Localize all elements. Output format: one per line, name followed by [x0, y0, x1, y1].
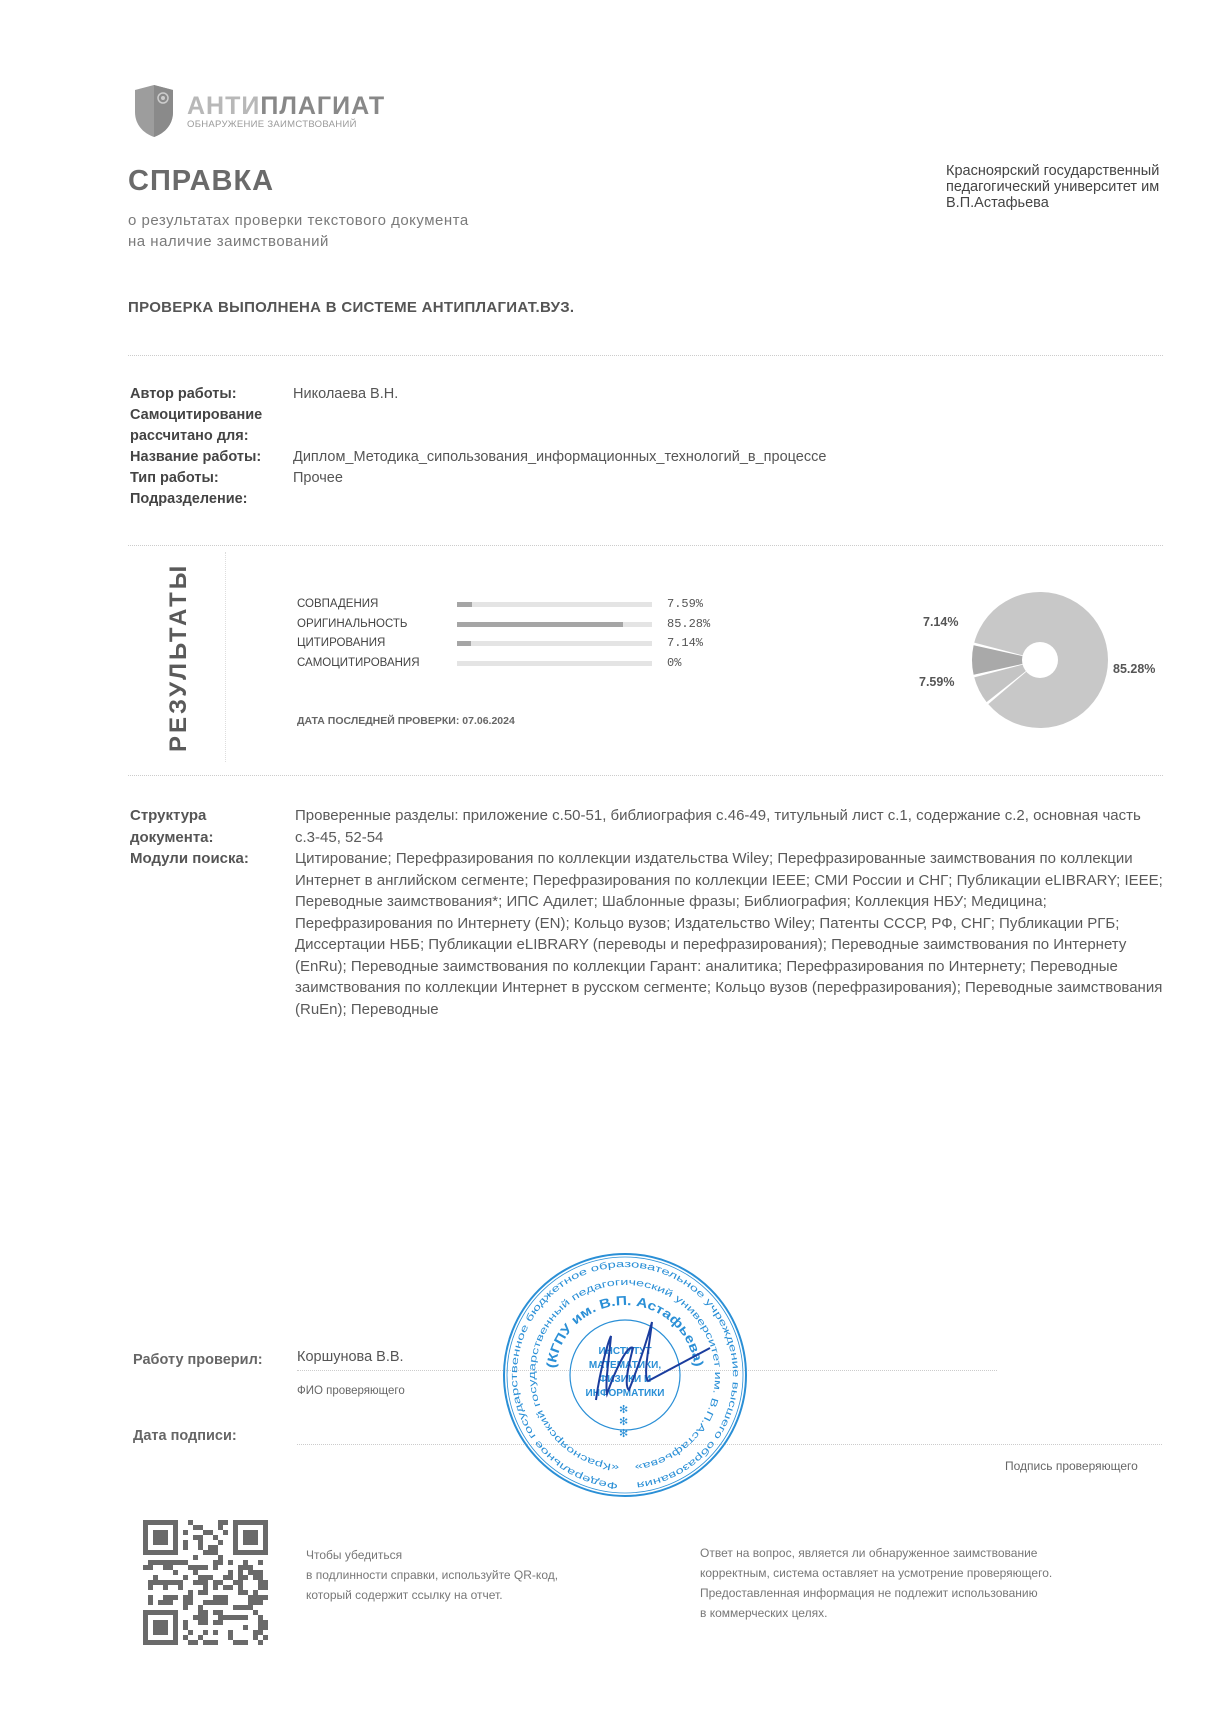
qr-module: [213, 1550, 218, 1555]
metric-value: 7.59%: [667, 597, 704, 611]
modules-row: [130, 848, 1165, 1020]
qr-module: [163, 1585, 168, 1590]
structure-label: [130, 805, 295, 848]
qr-module: [178, 1585, 183, 1590]
qr-module: [253, 1570, 258, 1575]
qr-module: [163, 1580, 168, 1585]
qr-module: [218, 1520, 223, 1525]
qr-module: [173, 1560, 178, 1565]
author-label: Автор работы:: [130, 386, 237, 402]
qr-module: [208, 1600, 213, 1605]
structure-label-line: Структура: [130, 807, 207, 824]
qr-module: [243, 1560, 248, 1565]
qr-module: [178, 1560, 183, 1565]
qr-module: [213, 1620, 218, 1625]
qr-module: [193, 1535, 198, 1540]
qr-module: [198, 1615, 203, 1620]
qr-module: [228, 1575, 233, 1580]
disclaimer-line: корректным, система оставляет на усмотрение проверяющего.: [700, 1566, 1053, 1580]
subtitle-line: на наличие заимствований: [128, 233, 329, 250]
qr-module: [213, 1595, 218, 1600]
qr-module: [228, 1585, 233, 1590]
qr-module: [223, 1520, 228, 1525]
metric-row: [297, 654, 710, 674]
metric-value: 0%: [667, 655, 682, 670]
qr-module: [218, 1610, 223, 1615]
university-stamp: [500, 1250, 750, 1500]
qr-module: [238, 1575, 243, 1580]
qr-module: [158, 1600, 163, 1605]
qr-module: [243, 1530, 258, 1545]
qr-module: [198, 1620, 203, 1625]
qr-module: [243, 1615, 248, 1620]
qr-module: [258, 1575, 263, 1580]
qr-module: [248, 1595, 253, 1600]
qr-module: [213, 1535, 218, 1540]
metric-name: САМОЦИТИРОВАНИЯ: [297, 656, 420, 669]
qr-module: [198, 1580, 203, 1585]
qr-module: [223, 1595, 228, 1600]
structure-row: [130, 805, 1165, 848]
qr-module: [233, 1615, 238, 1620]
qr-module: [198, 1545, 203, 1550]
qr-module: [148, 1585, 153, 1590]
qr-module: [193, 1615, 198, 1620]
qr-module: [218, 1555, 223, 1560]
metric-name: ОРИГИНАЛЬНОСТЬ: [297, 617, 408, 630]
results-divider: [225, 552, 226, 762]
qr-module: [183, 1560, 188, 1565]
work-info: [130, 384, 826, 510]
org-line: В.П.Астафьева: [946, 195, 1049, 211]
qr-module: [203, 1590, 208, 1595]
qr-note: [306, 1545, 558, 1605]
qr-module: [228, 1560, 233, 1565]
qr-module: [183, 1575, 188, 1580]
checked-by-label: Работу проверил:: [133, 1352, 263, 1368]
qr-module: [263, 1620, 268, 1625]
qr-module: [213, 1545, 218, 1550]
qr-module: [223, 1575, 228, 1580]
qr-module: [148, 1560, 153, 1565]
divider: [128, 545, 1163, 546]
page-subtitle: [128, 210, 469, 252]
qr-module: [258, 1625, 263, 1630]
qr-module: [243, 1625, 248, 1630]
author-value: Николаева В.Н.: [293, 386, 399, 402]
metric-value: 7.14%: [667, 636, 704, 650]
qr-module: [253, 1610, 258, 1615]
dept-label: Подразделение:: [130, 491, 248, 507]
qr-module: [213, 1610, 218, 1615]
metric-bar-fill: [457, 641, 471, 646]
signature-date-label: Дата подписи:: [133, 1428, 237, 1444]
org-line: педагогический университет им: [946, 179, 1160, 195]
qr-module: [203, 1640, 208, 1645]
results-section-label: РЕЗУЛЬТАТЫ: [165, 562, 192, 752]
qr-module: [238, 1585, 243, 1590]
qr-module: [263, 1625, 268, 1630]
qr-module: [173, 1580, 178, 1585]
qr-module: [248, 1565, 253, 1570]
qr-module: [223, 1615, 228, 1620]
info-row-type: [130, 468, 826, 489]
qr-module: [238, 1640, 243, 1645]
qr-module: [258, 1630, 263, 1635]
qr-module: [163, 1595, 168, 1600]
qr-module: [153, 1575, 158, 1580]
qr-module: [248, 1570, 253, 1575]
logo-brand-dark: ПЛАГИАТ: [260, 91, 386, 120]
qr-note-line: Чтобы убедиться: [306, 1548, 403, 1562]
modules-label: Модули поиска:: [130, 850, 249, 867]
qr-module: [163, 1565, 168, 1570]
antiplagiat-logo: [133, 84, 385, 138]
qr-module: [213, 1560, 218, 1565]
qr-module: [183, 1625, 188, 1630]
qr-module: [153, 1580, 158, 1585]
qr-module: [253, 1575, 258, 1580]
qr-module: [153, 1530, 168, 1545]
qr-module: [203, 1630, 208, 1635]
qr-module: [228, 1570, 233, 1575]
qr-module: [193, 1555, 198, 1560]
qr-module: [198, 1610, 203, 1615]
qr-module: [193, 1565, 198, 1570]
qr-module: [258, 1600, 263, 1605]
qr-module: [208, 1545, 213, 1550]
qr-module: [238, 1580, 243, 1585]
system-statement: ПРОВЕРКА ВЫПОЛНЕНА В СИСТЕМЕ АНТИПЛАГИАТ.ВУЗ.: [128, 299, 575, 316]
metric-row: [297, 615, 710, 635]
stamp-center-line: ИНСТИТУТ: [598, 1346, 652, 1357]
qr-module: [203, 1550, 208, 1555]
structure-value: Проверенные разделы: приложение с.50-51, библиография с.46-49, титульный лист с.1, содержание с.2, основная часть с.3-45, 52-54: [295, 807, 1141, 846]
qr-module: [203, 1585, 208, 1590]
qr-module: [218, 1595, 223, 1600]
qr-module: [238, 1605, 243, 1610]
qr-module: [208, 1530, 213, 1535]
qr-module: [188, 1590, 193, 1595]
qr-module: [258, 1570, 263, 1575]
info-row-title: [130, 447, 826, 468]
qr-module: [223, 1530, 228, 1535]
qr-module: [183, 1545, 188, 1550]
checker-name: Коршунова В.В.: [297, 1349, 404, 1365]
qr-module: [258, 1595, 263, 1600]
qr-module: [148, 1600, 153, 1605]
qr-module: [253, 1595, 258, 1600]
qr-module: [258, 1640, 263, 1645]
qr-module: [198, 1525, 203, 1530]
qr-module: [218, 1525, 223, 1530]
qr-module: [153, 1560, 158, 1565]
modules-value: Цитирование; Перефразирования по коллекции издательства Wiley; Перефразированные заимствования по коллекции Интернет в английском сегменте; Перефразирования по коллекции IEEE; СМИ России и СНГ; Публикации eLIBRARY; IEEE; Переводные заимствования*; ИПС Адилет; Шаблонные фразы; Библиография; Коллекция НБУ; Медицина; Перефразирования по Интернету (EN); Кольцо вузов; Издательство Wiley; Патенты СССР, РФ, СНГ; Публикации РГБ; Диссертации НББ; Публикации eLIBRARY (переводы и перефразирования); Переводные заимствования по Интернету (EnRu); Переводные заимствования по коллекции Гарант: аналитика; Перефразирования по Интернету; Переводные заимствования по коллекции Интернет в русском сегменте; Кольцо вузов (перефразирования); Переводные заимствования (RuEn); Переводные: [295, 850, 1163, 1018]
divider: [128, 355, 1163, 356]
qr-module: [263, 1580, 268, 1585]
qr-module: [153, 1620, 168, 1635]
document-structure: [130, 805, 1165, 1020]
qr-module: [188, 1630, 193, 1635]
qr-module: [238, 1565, 243, 1570]
divider: [128, 775, 1163, 776]
self-cite-label: Самоцитирование: [130, 407, 263, 423]
qr-module: [193, 1640, 198, 1645]
metric-bar: [457, 641, 652, 646]
qr-module: [163, 1600, 168, 1605]
metric-row: [297, 634, 710, 654]
disclaimer-line: Ответ на вопрос, является ли обнаруженное заимствование: [700, 1546, 1038, 1560]
stamp-middle-text: «Красноярский государственный педагогический университет им. В.П.Астафьева»: [527, 1276, 724, 1473]
qr-module: [218, 1620, 223, 1625]
fio-caption: ФИО проверяющего: [297, 1385, 405, 1397]
qr-module: [223, 1585, 228, 1590]
qr-module: [203, 1580, 208, 1585]
metric-name: ЦИТИРОВАНИЯ: [297, 637, 386, 649]
qr-note-line: в подлинности справки, используйте QR-код,: [306, 1568, 559, 1582]
qr-module: [168, 1600, 173, 1605]
page-title: СПРАВКА: [128, 165, 275, 197]
qr-module: [258, 1620, 263, 1625]
qr-module: [188, 1600, 193, 1605]
logo-tagline: ОБНАРУЖЕНИЕ ЗАИМСТВОВАНИЙ: [187, 118, 357, 130]
qr-module: [173, 1570, 178, 1575]
qr-module: [183, 1605, 188, 1610]
shield-icon: [133, 84, 175, 138]
qr-module: [188, 1520, 193, 1525]
last-check-date: ДАТА ПОСЛЕДНЕЙ ПРОВЕРКИ: 07.06.2024: [297, 715, 515, 727]
qr-module: [168, 1565, 173, 1570]
qr-module: [158, 1580, 163, 1585]
qr-module: [148, 1580, 153, 1585]
qr-module: [228, 1630, 233, 1635]
qr-module: [233, 1605, 238, 1610]
disclaimer-line: Предоставленная информация не подлежит использованию: [700, 1586, 1038, 1600]
qr-module: [203, 1575, 208, 1580]
org-line: Красноярский государственный: [946, 163, 1160, 179]
qr-note-line: который содержит ссылку на отчет.: [306, 1588, 503, 1602]
qr-module: [233, 1580, 238, 1585]
stamp-outer-text: Федеральное государственное бюджетное образовательное учреждение высшего образования: [508, 1258, 742, 1491]
qr-module: [243, 1590, 248, 1595]
qr-module: [223, 1600, 228, 1605]
qr-module: [198, 1575, 203, 1580]
logo-brand-light: АНТИ: [187, 91, 261, 120]
qr-module: [198, 1635, 203, 1640]
qr-module: [248, 1605, 253, 1610]
type-label: Тип работы:: [130, 470, 219, 486]
qr-module: [213, 1640, 218, 1645]
disclaimer: [700, 1543, 1052, 1623]
signature-caption: Подпись проверяющего: [1005, 1459, 1138, 1473]
qr-module: [193, 1525, 198, 1530]
qr-module: [228, 1635, 233, 1640]
qr-module: [188, 1595, 193, 1600]
qr-module: [193, 1570, 198, 1575]
qr-module: [213, 1630, 218, 1635]
qr-module: [213, 1580, 218, 1585]
qr-module: [183, 1620, 188, 1625]
qr-module: [238, 1590, 243, 1595]
qr-module: [213, 1600, 218, 1605]
subtitle-line: о результатах проверки текстового документа: [128, 212, 469, 229]
qr-module: [168, 1560, 173, 1565]
pie-label-originality: 85.28%: [1113, 662, 1156, 676]
metric-bar: [457, 661, 652, 666]
qr-module: [213, 1565, 218, 1570]
qr-module: [253, 1600, 258, 1605]
results-metrics: [297, 595, 710, 673]
results-pie-chart: [905, 580, 1165, 740]
info-row-author: [130, 384, 826, 405]
qr-module: [183, 1530, 188, 1535]
stamp-center-line: ФИЗИКИ И: [598, 1374, 652, 1385]
qr-module: [143, 1565, 148, 1570]
type-value: Прочее: [293, 470, 343, 486]
title-label: Название работы:: [130, 449, 262, 465]
qr-module: [218, 1560, 223, 1565]
qr-module: [163, 1560, 168, 1565]
stamp-center-line: МАТЕМАТИКИ,: [588, 1360, 662, 1371]
qr-module: [173, 1595, 178, 1600]
stamp-star: ✻: [619, 1404, 629, 1416]
qr-module: [183, 1600, 188, 1605]
pie-hole: [1022, 642, 1058, 678]
qr-module: [193, 1580, 198, 1585]
qr-module: [238, 1570, 243, 1575]
qr-module: [158, 1560, 163, 1565]
qr-module: [203, 1600, 208, 1605]
qr-module: [243, 1565, 248, 1570]
qr-module: [258, 1615, 263, 1620]
qr-module: [263, 1635, 268, 1640]
info-row-self-cite: [130, 405, 826, 426]
qr-module: [263, 1585, 268, 1590]
qr-code: [143, 1520, 268, 1645]
qr-module: [238, 1615, 243, 1620]
qr-module: [203, 1610, 208, 1615]
qr-module: [203, 1620, 208, 1625]
qr-module: [203, 1615, 208, 1620]
qr-module: [218, 1615, 223, 1620]
qr-module: [148, 1565, 153, 1570]
qr-module: [198, 1605, 203, 1610]
metric-bar-fill: [457, 602, 472, 607]
title-value: Диплом_Методика_сипользования_информационных_технологий_в_процессе: [293, 449, 827, 465]
metric-bar: [457, 622, 652, 627]
qr-module: [258, 1580, 263, 1585]
stamp-star: ✻: [619, 1416, 629, 1428]
qr-module: [203, 1530, 208, 1535]
qr-module: [218, 1540, 223, 1545]
qr-module: [188, 1565, 193, 1570]
metric-bar-fill: [457, 622, 623, 627]
pie-label-citations: 7.14%: [923, 615, 959, 629]
stamp-inner-text: (КГПУ им. В.П. Астафьева): [543, 1292, 707, 1369]
info-row-dept: [130, 489, 826, 510]
organization-name: [946, 163, 1159, 211]
qr-module: [198, 1540, 203, 1545]
qr-module: [183, 1540, 188, 1545]
qr-module: [253, 1590, 258, 1595]
qr-module: [183, 1595, 188, 1600]
qr-module: [203, 1565, 208, 1570]
qr-module: [233, 1640, 238, 1645]
qr-module: [258, 1560, 263, 1565]
stamp-star: ✻: [619, 1428, 629, 1440]
qr-module: [253, 1630, 258, 1635]
qr-module: [183, 1635, 188, 1640]
qr-module: [168, 1580, 173, 1585]
qr-module: [208, 1575, 213, 1580]
qr-module: [198, 1535, 203, 1540]
qr-module: [213, 1585, 218, 1590]
qr-module: [243, 1640, 248, 1645]
metric-row: [297, 595, 710, 615]
qr-module: [198, 1590, 203, 1595]
metric-bar: [457, 602, 652, 607]
qr-module: [258, 1585, 263, 1590]
info-row-self-cite-2: [130, 426, 826, 447]
qr-module: [148, 1595, 153, 1600]
qr-module: [263, 1595, 268, 1600]
pie-label-matches: 7.59%: [919, 675, 955, 689]
qr-module: [228, 1615, 233, 1620]
qr-module: [208, 1640, 213, 1645]
self-cite-label-2: рассчитано для:: [130, 428, 249, 444]
metric-name: СОВПАДЕНИЯ: [297, 598, 379, 610]
qr-module: [218, 1600, 223, 1605]
disclaimer-line: в коммерческих целях.: [700, 1606, 828, 1620]
qr-module: [178, 1580, 183, 1585]
qr-module: [218, 1580, 223, 1585]
stamp-center-line: ИНФОРМАТИКИ: [585, 1388, 665, 1399]
qr-module: [253, 1635, 258, 1640]
qr-module: [243, 1575, 248, 1580]
qr-module: [188, 1640, 193, 1645]
metric-value: 85.28%: [667, 616, 711, 631]
qr-module: [168, 1595, 173, 1600]
structure-label-line: документа:: [130, 828, 214, 846]
qr-module: [208, 1550, 213, 1555]
qr-module: [198, 1565, 203, 1570]
qr-module: [248, 1600, 253, 1605]
qr-module: [243, 1605, 248, 1610]
